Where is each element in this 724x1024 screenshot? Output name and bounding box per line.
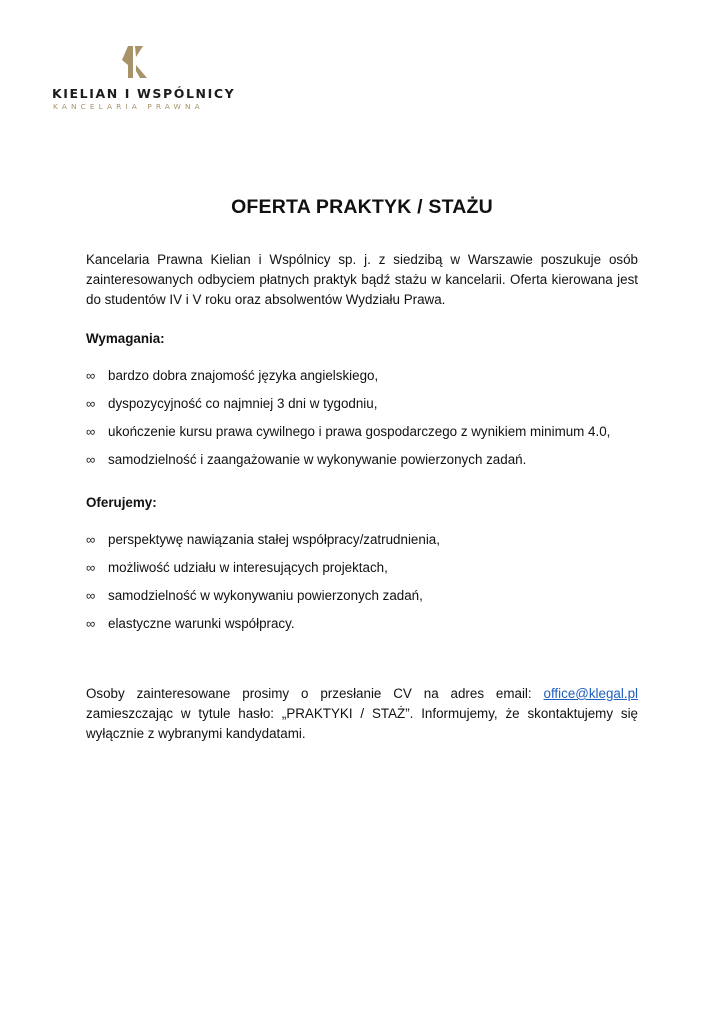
contact-text-before: Osoby zainteresowane prosimy o przesłanie CV na adres email: (86, 686, 544, 701)
logo-name: KIELIAN I WSPÓLNICY (52, 86, 236, 101)
infinity-icon: ∞ (86, 616, 96, 631)
infinity-icon: ∞ (86, 588, 96, 603)
requirements-heading: Wymagania: (86, 331, 165, 346)
page-title: OFERTA PRAKTYK / STAŻU (231, 196, 493, 218)
infinity-icon: ∞ (86, 396, 96, 411)
logo-subtitle: KANCELARIA PRAWNA (53, 102, 204, 111)
infinity-icon: ∞ (86, 452, 96, 467)
intro-paragraph: Kancelaria Prawna Kielian i Wspólnicy sp. j. z siedzibą w Warszawie poszukuje osób zainteresowanych odbyciem płatnych praktyk bądź stażu w kancelarii. Oferta kierowana jest do studentów IV i V roku oraz absolwentów Wydziału Prawa. (86, 252, 638, 307)
offer-heading: Oferujemy: (86, 495, 157, 510)
contact-paragraph (86, 684, 638, 744)
infinity-icon: ∞ (86, 532, 96, 547)
contact-text-after: zamieszczając w tytule hasło: „PRAKTYKI / STAŻ”. Informujemy, że skontaktujemy się wyłącznie z wybranymi kandydatami. (86, 706, 638, 741)
infinity-icon: ∞ (86, 368, 96, 383)
infinity-icon: ∞ (86, 424, 96, 439)
email-link[interactable]: office@klegal.pl (543, 686, 638, 701)
infinity-icon: ∞ (86, 560, 96, 575)
logo-k-icon (122, 46, 148, 78)
